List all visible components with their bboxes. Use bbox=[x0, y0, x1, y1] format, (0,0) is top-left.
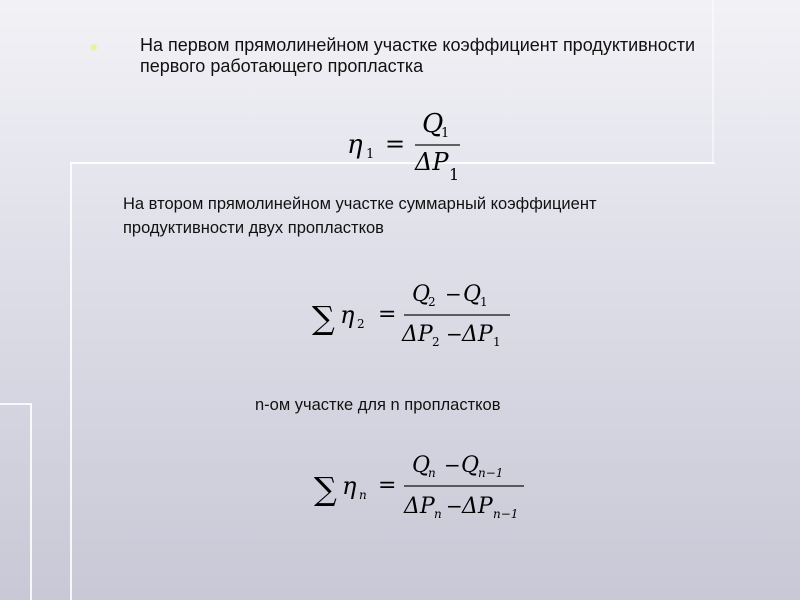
formula-denominator-sub: 1 bbox=[449, 165, 460, 182]
formula-lhs: η bbox=[342, 472, 357, 500]
formula-numerator: Q bbox=[422, 109, 444, 139]
formula-lhs: η bbox=[347, 130, 363, 160]
denominator-operator: − bbox=[446, 494, 463, 518]
denominator-term-b-sub: n−1 bbox=[493, 507, 519, 521]
formula-lhs-sub: n bbox=[359, 488, 367, 502]
decorative-line bbox=[0, 403, 30, 405]
formula-second-productivity bbox=[310, 275, 520, 359]
formula-lhs-sub: 1 bbox=[366, 147, 375, 162]
paragraph-first-section: На первом прямолинейном участке коэффициент продуктивности первого работающего пропластка bbox=[140, 35, 696, 76]
numerator-term-a-sub: n bbox=[428, 466, 436, 480]
denominator-term-b: ΔP bbox=[462, 494, 493, 519]
numerator-operator: − bbox=[444, 453, 461, 477]
formula-first-productivity bbox=[345, 100, 475, 186]
numerator-term-b-sub: 1 bbox=[480, 295, 488, 309]
formula-lhs: η bbox=[340, 301, 355, 329]
denominator-term-b-sub: 1 bbox=[493, 335, 501, 349]
formula-nth-productivity bbox=[312, 444, 542, 532]
paragraph-nth-section: n-ом участке для n пропластков bbox=[255, 396, 501, 414]
denominator-term-a: ΔP bbox=[402, 322, 433, 347]
denominator-term-a: ΔP bbox=[404, 494, 435, 519]
paragraph-second-section: На втором прямолинейном участке суммарный коэффициент продуктивности двух пропластков bbox=[123, 195, 597, 237]
denominator-term-a-sub: 2 bbox=[432, 335, 440, 349]
bullet-icon: ■ bbox=[90, 40, 98, 54]
formula-numerator-sub: 1 bbox=[441, 126, 450, 141]
numerator-term-a: Q bbox=[412, 453, 431, 478]
formula-equals: = bbox=[378, 473, 397, 498]
numerator-term-a-sub: 2 bbox=[428, 295, 436, 309]
formula-denominator: ΔP bbox=[415, 148, 449, 176]
numerator-term-b: Q bbox=[461, 453, 480, 478]
sum-symbol: ∑ bbox=[312, 299, 335, 337]
numerator-operator: − bbox=[445, 282, 462, 306]
decorative-line bbox=[712, 0, 714, 162]
formula-equals: = bbox=[385, 130, 406, 158]
decorative-line bbox=[70, 162, 72, 600]
formula-equals: = bbox=[378, 302, 397, 327]
numerator-term-a: Q bbox=[412, 282, 431, 307]
denominator-term-b: ΔP bbox=[462, 322, 493, 347]
sum-symbol: ∑ bbox=[314, 470, 337, 508]
denominator-term-a-sub: n bbox=[434, 507, 442, 521]
decorative-line bbox=[30, 403, 32, 600]
numerator-term-b: Q bbox=[463, 282, 482, 307]
denominator-operator: − bbox=[446, 322, 463, 346]
numerator-term-b-sub: n−1 bbox=[478, 466, 504, 480]
formula-lhs-sub: 2 bbox=[357, 317, 365, 331]
